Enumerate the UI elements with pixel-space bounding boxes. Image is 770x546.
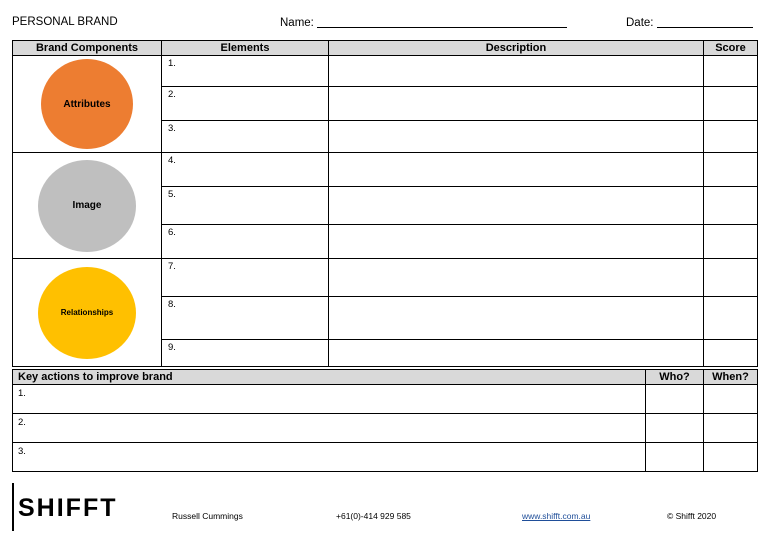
header-key-actions: Key actions to improve brand (13, 370, 646, 385)
who-cell[interactable] (646, 414, 704, 443)
footer-copyright: © Shifft 2020 (667, 511, 717, 521)
action-row (13, 443, 758, 472)
header-who: Who? (646, 370, 704, 385)
score-cell[interactable] (704, 340, 758, 367)
shifft-logo: SHIFFT (18, 494, 118, 522)
date-field[interactable] (626, 16, 753, 29)
element-cell[interactable]: 4. (162, 153, 329, 187)
description-cell[interactable] (329, 121, 704, 153)
score-cell[interactable] (704, 225, 758, 259)
description-cell[interactable] (329, 187, 704, 225)
element-cell[interactable]: 5. (162, 187, 329, 225)
date-label: Date: (626, 17, 654, 29)
name-field[interactable] (280, 16, 567, 29)
score-cell[interactable] (704, 259, 758, 297)
when-cell[interactable] (704, 385, 758, 414)
actions-table (12, 369, 758, 472)
relationships-label: Relationships (60, 308, 114, 317)
action-row (13, 385, 758, 414)
who-cell[interactable] (646, 385, 704, 414)
component-cell-relationships (13, 259, 162, 367)
page-header (12, 16, 757, 32)
element-cell[interactable]: 1. (162, 56, 329, 87)
footer-website-link[interactable]: www.shifft.com.au (522, 511, 591, 521)
element-cell[interactable]: 9. (162, 340, 329, 367)
action-cell[interactable]: 3. (13, 443, 646, 472)
score-cell[interactable] (704, 297, 758, 340)
header-score: Score (704, 41, 758, 56)
image-label: Image (72, 200, 102, 211)
element-cell[interactable]: 6. (162, 225, 329, 259)
header-elements: Elements (162, 41, 329, 56)
attributes-label: Attributes (63, 98, 111, 110)
image-circle (38, 160, 136, 252)
description-cell[interactable] (329, 340, 704, 367)
score-cell[interactable] (704, 187, 758, 225)
who-cell[interactable] (646, 443, 704, 472)
action-cell[interactable]: 2. (13, 414, 646, 443)
score-cell[interactable] (704, 56, 758, 87)
header-when: When? (704, 370, 758, 385)
component-cell-attributes (13, 56, 162, 153)
score-cell[interactable] (704, 87, 758, 121)
table-row (13, 153, 758, 187)
action-cell[interactable]: 1. (13, 385, 646, 414)
score-cell[interactable] (704, 153, 758, 187)
relationships-circle (38, 267, 136, 359)
component-cell-image (13, 153, 162, 259)
brand-table-header (13, 41, 758, 56)
footer-phone: +61(0)-414 929 585 (336, 511, 411, 521)
date-line (657, 16, 753, 28)
element-cell[interactable]: 3. (162, 121, 329, 153)
description-cell[interactable] (329, 153, 704, 187)
footer-divider (12, 483, 14, 531)
action-row (13, 414, 758, 443)
when-cell[interactable] (704, 443, 758, 472)
page-title: PERSONAL BRAND (12, 16, 118, 28)
description-cell[interactable] (329, 56, 704, 87)
when-cell[interactable] (704, 414, 758, 443)
actions-table-header (13, 370, 758, 385)
brand-table (12, 40, 758, 367)
element-cell[interactable]: 8. (162, 297, 329, 340)
header-description: Description (329, 41, 704, 56)
description-cell[interactable] (329, 87, 704, 121)
description-cell[interactable] (329, 225, 704, 259)
table-row (13, 259, 758, 297)
footer-author: Russell Cummings (172, 511, 243, 521)
element-cell[interactable]: 2. (162, 87, 329, 121)
name-label: Name: (280, 17, 314, 29)
name-line (317, 16, 567, 28)
description-cell[interactable] (329, 297, 704, 340)
element-cell[interactable]: 7. (162, 259, 329, 297)
table-row (13, 56, 758, 87)
header-brand-components: Brand Components (13, 41, 162, 56)
score-cell[interactable] (704, 121, 758, 153)
attributes-circle (41, 59, 133, 149)
description-cell[interactable] (329, 259, 704, 297)
